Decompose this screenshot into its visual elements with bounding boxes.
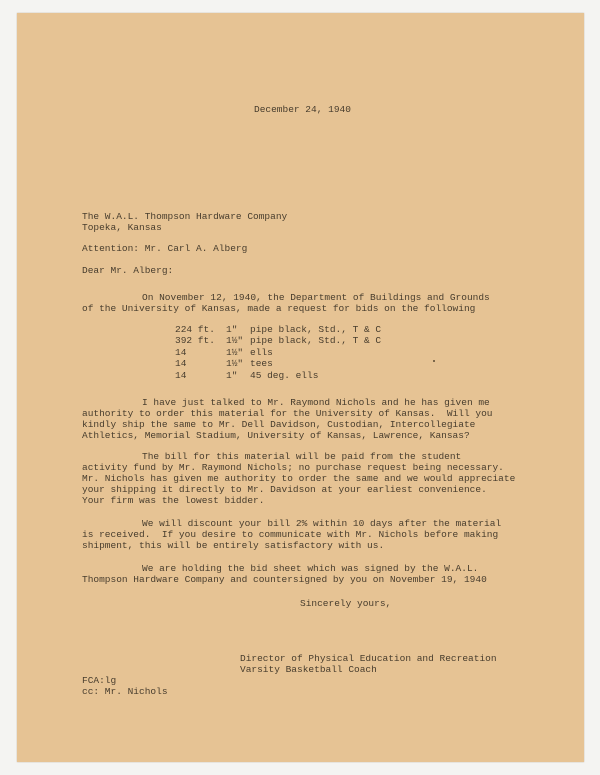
item-qty: 392 ft. [175, 335, 215, 346]
paragraph-line: is received. If you desire to communicate with Mr. Nichols before making [82, 529, 499, 540]
addressee-city: Topeka, Kansas [82, 222, 162, 233]
item-size: 1" [226, 370, 238, 381]
item-desc: 45 deg. ells [250, 370, 319, 381]
item-desc: pipe black, Std., T & C [250, 324, 382, 335]
typist-initials: FCA:lg [82, 675, 117, 686]
item-size: 1½" [226, 335, 244, 346]
paragraph-line: Mr. Nichols has given me authority to order the same and we would appreciate [82, 473, 516, 484]
letter-page [17, 13, 584, 762]
item-desc: tees [250, 358, 273, 369]
item-size: 1½" [226, 358, 244, 369]
item-qty: 14 [175, 347, 187, 358]
paragraph-line: I have just talked to Mr. Raymond Nichols and he has given me [142, 397, 490, 408]
paragraph-line: Athletics, Memorial Stadium, University of Kansas, Lawrence, Kansas? [82, 430, 470, 441]
item-desc: pipe black, Std., T & C [250, 335, 382, 346]
closing: Sincerely yours, [300, 598, 392, 609]
salutation: Dear Mr. Alberg: [82, 265, 174, 276]
item-qty: 224 ft. [175, 324, 215, 335]
paragraph-line: shipment, this will be entirely satisfactory with us. [82, 540, 385, 551]
paragraph-line: your shipping it directly to Mr. Davidson at your earliest convenience. [82, 484, 487, 495]
signature-title: Varsity Basketball Coach [240, 664, 377, 675]
paragraph-line: kindly ship the same to Mr. Dell Davidson, Custodian, Intercollegiate [82, 419, 476, 430]
item-qty: 14 [175, 370, 187, 381]
paragraph-line: We are holding the bid sheet which was signed by the W.A.L. [142, 563, 479, 574]
paragraph-line: Your firm was the lowest bidder. [82, 495, 265, 506]
carbon-copy: cc: Mr. Nichols [82, 686, 168, 697]
paragraph-line: authority to order this material for the University of Kansas. Will you [82, 408, 493, 419]
intro-line: of the University of Kansas, made a request for bids on the following [82, 303, 476, 314]
intro-line: On November 12, 1940, the Department of Buildings and Grounds [142, 292, 490, 303]
addressee-company: The W.A.L. Thompson Hardware Company [82, 211, 288, 222]
signature-title: Director of Physical Education and Recreation [240, 653, 497, 664]
item-desc: ells [250, 347, 273, 358]
letter-date: December 24, 1940 [254, 104, 351, 115]
item-qty: 14 [175, 358, 187, 369]
item-size: 1½" [226, 347, 244, 358]
ink-speck [433, 360, 435, 362]
attention-line: Attention: Mr. Carl A. Alberg [82, 243, 248, 254]
item-size: 1" [226, 324, 238, 335]
paragraph-line: Thompson Hardware Company and countersigned by you on November 19, 1940 [82, 574, 487, 585]
paragraph-line: activity fund by Mr. Raymond Nichols; no purchase request being necessary. [82, 462, 504, 473]
paragraph-line: We will discount your bill 2% within 10 days after the material [142, 518, 502, 529]
paragraph-line: The bill for this material will be paid from the student [142, 451, 462, 462]
